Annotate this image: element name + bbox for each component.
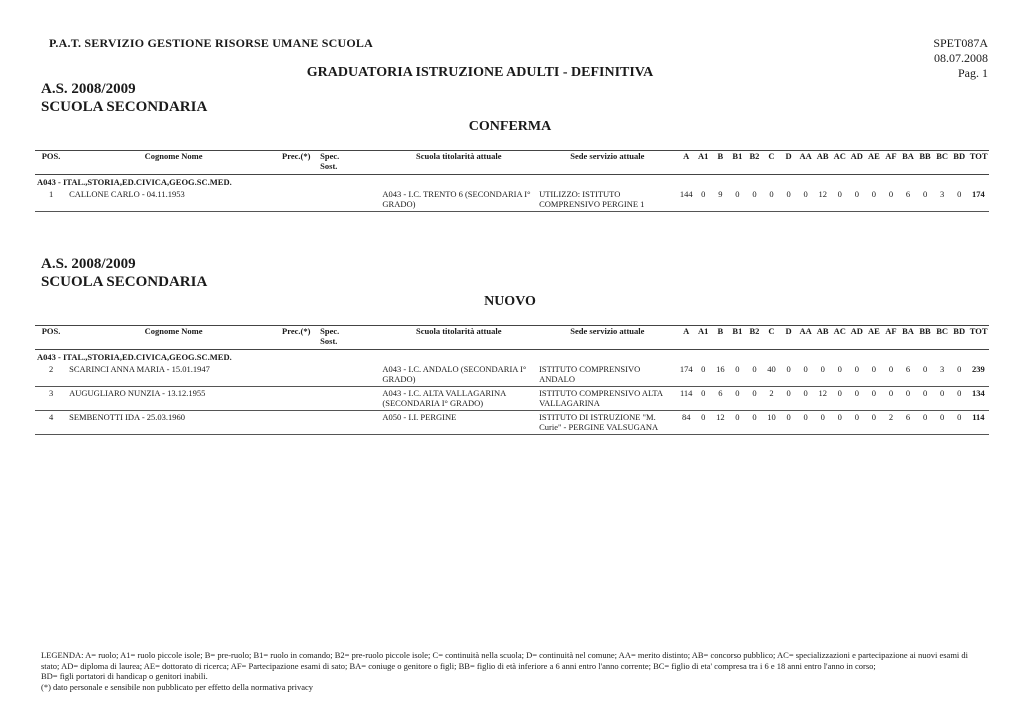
- col-tot: TOT: [968, 326, 989, 350]
- cell-prec: [280, 387, 318, 411]
- cell-score: 12: [712, 411, 729, 435]
- cell-score: 0: [865, 188, 882, 212]
- col-score: BD: [951, 151, 968, 175]
- legend: [41, 650, 971, 692]
- cell-tot: 134: [968, 387, 989, 411]
- cell-score: 0: [797, 387, 814, 411]
- section-year: A.S. 2008/2009: [41, 81, 136, 97]
- col-score: D: [780, 326, 797, 350]
- col-score: BB: [917, 151, 934, 175]
- col-score: AC: [831, 151, 848, 175]
- section-year: A.S. 2008/2009: [41, 256, 136, 272]
- table-row: [35, 188, 989, 212]
- col-score: B: [712, 151, 729, 175]
- cell-score: 0: [695, 188, 712, 212]
- col-score: AE: [865, 151, 882, 175]
- cell-score: 6: [899, 363, 916, 387]
- cell-score: 0: [865, 411, 882, 435]
- col-score: A: [678, 151, 695, 175]
- document-title: GRADUATORIA ISTRUZIONE ADULTI - DEFINITIVA: [306, 65, 654, 80]
- cell-score: 0: [882, 363, 899, 387]
- cell-score: 0: [848, 387, 865, 411]
- cell-score: 10: [763, 411, 780, 435]
- cell-score: 0: [729, 188, 746, 212]
- cell-score: 0: [763, 188, 780, 212]
- cell-pos: 4: [35, 411, 67, 435]
- cell-score: 0: [848, 363, 865, 387]
- col-pos: POS.: [35, 151, 67, 175]
- col-score: BC: [934, 326, 951, 350]
- cell-score: 0: [934, 387, 951, 411]
- cell-tot: 114: [968, 411, 989, 435]
- legend-line: LEGENDA: A= ruolo; A1= ruolo piccole isole; B= pre-ruolo; B1= ruolo in comando; B2= pre-ruolo piccole isole; C= continuità nella scuola; D= continuità nel comune; AA= merito distinto; AB= concorso pubblico; AC= specializzazioni e partecipazione ai nuovi esami di stato; AD= diploma di laurea; AE= dottorato di ricerca; AF= Partecipazione esami di sato; BA= coniuge o genitore o figli; BB= figlio di età inferiore a 6 anni entro l'anno corrente; BC= figlio di eta' compresa tra i 6 e 18 anni entro l'anno in corso;: [41, 650, 969, 671]
- cell-name: CALLONE CARLO - 04.11.1953: [67, 188, 280, 212]
- cell-score: 0: [951, 363, 968, 387]
- cell-score: 0: [882, 387, 899, 411]
- cell-score: 144: [678, 188, 695, 212]
- col-score: BC: [934, 151, 951, 175]
- col-spec-line2: Sost.: [320, 161, 338, 171]
- cell-score: 0: [814, 411, 831, 435]
- cell-score: 16: [712, 363, 729, 387]
- cell-pos: 2: [35, 363, 67, 387]
- section-label-nuovo: NUOVO: [484, 294, 536, 309]
- col-score: AF: [882, 151, 899, 175]
- document-code: SPET087A: [933, 36, 988, 50]
- cell-tot: 239: [968, 363, 989, 387]
- col-score: B1: [729, 326, 746, 350]
- cell-score: 3: [934, 188, 951, 212]
- cell-score: 0: [797, 363, 814, 387]
- cell-score: 0: [814, 363, 831, 387]
- cell-score: 0: [780, 363, 797, 387]
- cell-sede: ISTITUTO DI ISTRUZIONE "M. Curie" - PERGINE VALSUGANA: [537, 411, 678, 435]
- cell-score: 2: [882, 411, 899, 435]
- cell-score: 0: [951, 411, 968, 435]
- cell-score: 0: [797, 411, 814, 435]
- cell-spec: [318, 387, 380, 411]
- table-row: [35, 387, 989, 411]
- col-school: Scuola titolarità attuale: [380, 151, 537, 175]
- cell-school: A050 - I.I. PERGINE: [380, 411, 537, 435]
- col-score: AD: [848, 326, 865, 350]
- ranking-table-conferma: [35, 150, 989, 212]
- col-pos: POS.: [35, 326, 67, 350]
- cell-score: 114: [678, 387, 695, 411]
- cell-score: 0: [848, 411, 865, 435]
- col-sede: Sede servizio attuale: [537, 326, 678, 350]
- col-score: C: [763, 326, 780, 350]
- organization-name: P.A.T. SERVIZIO GESTIONE RISORSE UMANE SCUOLA: [49, 36, 373, 50]
- cell-name: SCARINCI ANNA MARIA - 15.01.1947: [67, 363, 280, 387]
- col-score: AC: [831, 326, 848, 350]
- col-spec: [318, 326, 380, 350]
- cell-score: 2: [763, 387, 780, 411]
- cell-pos: 3: [35, 387, 67, 411]
- cell-score: 0: [865, 387, 882, 411]
- col-score: AF: [882, 326, 899, 350]
- col-score: A1: [695, 326, 712, 350]
- cell-pos: 1: [35, 188, 67, 212]
- cell-score: 12: [814, 387, 831, 411]
- col-score: BA: [899, 326, 916, 350]
- col-prec: Prec.(*): [280, 151, 318, 175]
- section-school-level: SCUOLA SECONDARIA: [41, 274, 208, 290]
- cell-score: 3: [934, 363, 951, 387]
- cell-score: 0: [695, 387, 712, 411]
- table-header-row: [35, 326, 989, 350]
- cell-score: 0: [917, 411, 934, 435]
- cell-score: 0: [797, 188, 814, 212]
- col-name: Cognome Nome: [67, 326, 280, 350]
- section-school-level: SCUOLA SECONDARIA: [41, 99, 208, 115]
- cell-score: 0: [780, 411, 797, 435]
- cell-score: 0: [917, 188, 934, 212]
- group-row: [35, 175, 989, 189]
- col-spec-line2: Sost.: [320, 336, 338, 346]
- cell-score: 0: [780, 387, 797, 411]
- cell-score: 84: [678, 411, 695, 435]
- cell-score: 0: [746, 188, 763, 212]
- cell-sede: ISTITUTO COMPRENSIVO ANDALO: [537, 363, 678, 387]
- col-score: B: [712, 326, 729, 350]
- section-label-conferma: CONFERMA: [468, 119, 552, 134]
- table-header-row: [35, 151, 989, 175]
- col-score: AB: [814, 151, 831, 175]
- cell-score: 6: [712, 387, 729, 411]
- cell-sede: UTILIZZO: ISTITUTO COMPRENSIVO PERGINE 1: [537, 188, 678, 212]
- cell-tot: 174: [968, 188, 989, 212]
- cell-score: 6: [899, 188, 916, 212]
- cell-score: 9: [712, 188, 729, 212]
- col-spec-line1: Spec.: [320, 151, 340, 161]
- cell-score: 0: [831, 188, 848, 212]
- col-score: C: [763, 151, 780, 175]
- cell-score: 0: [746, 363, 763, 387]
- cell-score: 0: [695, 363, 712, 387]
- cell-score: 0: [780, 188, 797, 212]
- col-score: B2: [746, 326, 763, 350]
- page-number: Pag. 1: [958, 66, 988, 80]
- cell-score: 6: [899, 411, 916, 435]
- cell-spec: [318, 411, 380, 435]
- cell-score: 0: [951, 387, 968, 411]
- cell-score: 0: [729, 363, 746, 387]
- legend-line: (*) dato personale e sensibile non pubblicato per effetto della normativa privacy: [41, 681, 313, 692]
- cell-spec: [318, 363, 380, 387]
- col-name: Cognome Nome: [67, 151, 280, 175]
- cell-score: 0: [917, 387, 934, 411]
- ranking-table-nuovo: [35, 325, 989, 435]
- cell-score: 0: [729, 411, 746, 435]
- col-score: D: [780, 151, 797, 175]
- cell-score: 0: [865, 363, 882, 387]
- cell-score: 0: [831, 363, 848, 387]
- cell-score: 0: [746, 387, 763, 411]
- col-score: BD: [951, 326, 968, 350]
- cell-score: 0: [695, 411, 712, 435]
- document-date: 08.07.2008: [934, 51, 988, 65]
- cell-score: 174: [678, 363, 695, 387]
- col-tot: TOT: [968, 151, 989, 175]
- cell-sede: ISTITUTO COMPRENSIVO ALTA VALLAGARINA: [537, 387, 678, 411]
- col-score: B1: [729, 151, 746, 175]
- group-row: [35, 350, 989, 364]
- col-score: AE: [865, 326, 882, 350]
- cell-name: SEMBENOTTI IDA - 25.03.1960: [67, 411, 280, 435]
- cell-score: 0: [729, 387, 746, 411]
- col-score: AD: [848, 151, 865, 175]
- cell-school: A043 - I.C. ANDALO (SECONDARIA I° GRADO): [380, 363, 537, 387]
- col-spec-line1: Spec.: [320, 326, 340, 336]
- cell-score: 12: [814, 188, 831, 212]
- col-score: A1: [695, 151, 712, 175]
- cell-prec: [280, 188, 318, 212]
- col-score: AA: [797, 326, 814, 350]
- cell-score: 0: [831, 387, 848, 411]
- table-row: [35, 411, 989, 435]
- cell-prec: [280, 363, 318, 387]
- cell-score: 0: [899, 387, 916, 411]
- col-spec: [318, 151, 380, 175]
- cell-score: 40: [763, 363, 780, 387]
- col-prec: Prec.(*): [280, 326, 318, 350]
- cell-score: 0: [951, 188, 968, 212]
- col-score: BA: [899, 151, 916, 175]
- cell-name: AUGUGLIARO NUNZIA - 13.12.1955: [67, 387, 280, 411]
- cell-prec: [280, 411, 318, 435]
- cell-school: A043 - I.C. TRENTO 6 (SECONDARIA I° GRADO): [380, 188, 537, 212]
- cell-score: 0: [831, 411, 848, 435]
- group-label: A043 - ITAL.,STORIA,ED.CIVICA,GEOG.SC.MED.: [37, 177, 232, 187]
- col-score: A: [678, 326, 695, 350]
- group-label: A043 - ITAL.,STORIA,ED.CIVICA,GEOG.SC.MED.: [37, 352, 232, 362]
- cell-score: 0: [746, 411, 763, 435]
- cell-score: 0: [934, 411, 951, 435]
- col-score: B2: [746, 151, 763, 175]
- col-score: BB: [917, 326, 934, 350]
- col-score: AB: [814, 326, 831, 350]
- cell-spec: [318, 188, 380, 212]
- cell-score: 0: [848, 188, 865, 212]
- legend-line: BD= figli portatori di handicap o genitori inabili.: [41, 671, 208, 681]
- col-sede: Sede servizio attuale: [537, 151, 678, 175]
- col-school: Scuola titolarità attuale: [380, 326, 537, 350]
- col-score: AA: [797, 151, 814, 175]
- cell-score: 0: [917, 363, 934, 387]
- cell-school: A043 - I.C. ALTA VALLAGARINA (SECONDARIA I° GRADO): [380, 387, 537, 411]
- table-row: [35, 363, 989, 387]
- cell-score: 0: [882, 188, 899, 212]
